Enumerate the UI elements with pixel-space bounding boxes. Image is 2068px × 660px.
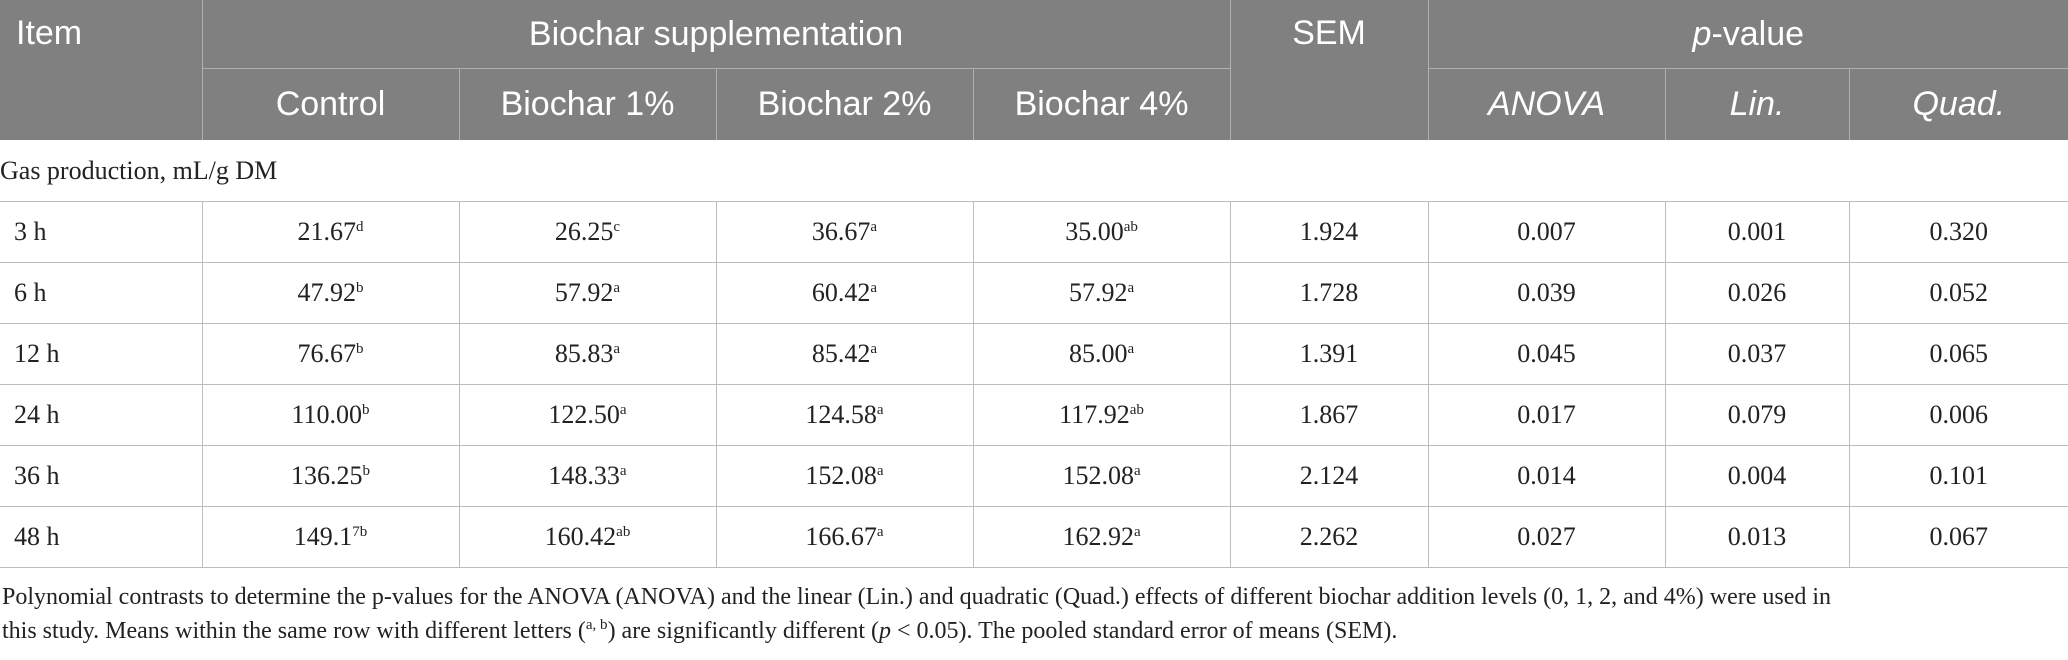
- cell-quad: [1849, 507, 2068, 568]
- cell-biochar-2: [716, 324, 973, 385]
- row-label-value: 48 h: [14, 522, 60, 551]
- cell-lin-value: 0.037: [1727, 339, 1787, 368]
- cell-biochar-1-value: 85.83: [554, 339, 614, 368]
- cell-biochar-4: [973, 202, 1230, 263]
- cell-biochar-2: [716, 263, 973, 324]
- row-label-value: 3 h: [14, 217, 47, 246]
- table-row: [0, 202, 2068, 263]
- table-row: [0, 324, 2068, 385]
- cell-biochar-1: [459, 507, 716, 568]
- cell-anova: [1428, 202, 1665, 263]
- cell-control: [202, 446, 459, 507]
- cell-control-value: 136.25: [291, 461, 363, 490]
- cell-sem-value: 1.924: [1299, 217, 1359, 246]
- cell-sem: [1230, 385, 1428, 446]
- cell-lin: [1665, 202, 1849, 263]
- cell-anova-value: 0.039: [1517, 278, 1576, 307]
- cell-control: [202, 324, 459, 385]
- cell-biochar-2-letters: a: [870, 341, 878, 357]
- cell-biochar-2: [716, 202, 973, 263]
- row-label: [0, 507, 202, 568]
- header-row-sub: [0, 69, 2068, 141]
- cell-sem-value: 1.391: [1299, 339, 1359, 368]
- footnote-line-1: Polynomial contrasts to determine the p-values for the ANOVA (ANOVA) and the linear (Lin.) and quadratic (Quad.) effects of different biochar addition levels (0, 1, 2, and 4%) were used in: [2, 584, 1832, 610]
- table-footnote: [2, 580, 2062, 648]
- cell-biochar-1-letters: a: [613, 280, 621, 296]
- cell-biochar-2-letters: a: [876, 524, 884, 540]
- cell-control-letters: b: [362, 402, 370, 418]
- cell-biochar-4-value: 117.92: [1059, 400, 1130, 429]
- cell-control-value: 110.00: [291, 400, 363, 429]
- cell-biochar-2-letters: a: [870, 219, 878, 235]
- cell-biochar-1: [459, 324, 716, 385]
- cell-anova: [1428, 263, 1665, 324]
- footnote-sup: a, b: [585, 617, 608, 633]
- cell-biochar-4-value: 152.08: [1062, 461, 1134, 490]
- cell-quad-value: 0.101: [1929, 461, 1989, 490]
- cell-anova: [1428, 507, 1665, 568]
- col-header-lin: Lin.: [1665, 69, 1849, 141]
- cell-biochar-4: [973, 385, 1230, 446]
- cell-biochar-4-letters: a: [1127, 341, 1135, 357]
- row-label-value: 36 h: [14, 461, 60, 490]
- row-label: [0, 202, 202, 263]
- sem-header: SEM: [1230, 0, 1428, 140]
- cell-quad: [1849, 385, 2068, 446]
- cell-anova: [1428, 385, 1665, 446]
- cell-biochar-1-letters: a: [619, 402, 627, 418]
- cell-biochar-1-letters: a: [619, 463, 627, 479]
- cell-control-letters: d: [356, 219, 364, 235]
- cell-biochar-2: [716, 385, 973, 446]
- cell-anova-value: 0.017: [1517, 400, 1576, 429]
- cell-biochar-4-letters: a: [1133, 463, 1141, 479]
- cell-lin-value: 0.026: [1727, 278, 1787, 307]
- cell-biochar-2: [716, 507, 973, 568]
- cell-lin-value: 0.013: [1727, 522, 1787, 551]
- cell-biochar-4: [973, 446, 1230, 507]
- cell-biochar-1: [459, 263, 716, 324]
- cell-biochar-2-value: 36.67: [811, 217, 871, 246]
- cell-biochar-4-value: 162.92: [1062, 522, 1134, 551]
- cell-quad: [1849, 202, 2068, 263]
- cell-lin-value: 0.001: [1727, 217, 1787, 246]
- cell-anova: [1428, 324, 1665, 385]
- section-label: Gas production, mL/g DM: [0, 140, 2068, 202]
- biochar-group-header: Biochar supplementation: [202, 0, 1230, 69]
- table-row: [0, 385, 2068, 446]
- cell-biochar-2-letters: a: [876, 402, 884, 418]
- cell-anova-value: 0.014: [1517, 461, 1576, 490]
- row-label: [0, 385, 202, 446]
- cell-biochar-1-value: 122.50: [548, 400, 620, 429]
- table-row: [0, 446, 2068, 507]
- cell-anova-value: 0.045: [1517, 339, 1576, 368]
- cell-biochar-2-value: 124.58: [805, 400, 877, 429]
- cell-quad: [1849, 324, 2068, 385]
- cell-control-letters: b: [362, 463, 370, 479]
- col-header-quad: Quad.: [1849, 69, 2068, 141]
- cell-anova-value: 0.007: [1517, 217, 1576, 246]
- footnote-text-b: ) are significantly different (: [607, 618, 880, 644]
- cell-sem: [1230, 324, 1428, 385]
- cell-lin-value: 0.004: [1727, 461, 1787, 490]
- cell-biochar-2-value: 85.42: [811, 339, 871, 368]
- cell-lin: [1665, 446, 1849, 507]
- cell-biochar-4-letters: a: [1133, 524, 1141, 540]
- cell-biochar-1-value: 57.92: [554, 278, 614, 307]
- cell-biochar-1-value: 160.42: [544, 522, 617, 551]
- col-header-control: Control: [202, 69, 459, 141]
- col-header-biochar-2: Biochar 2%: [716, 69, 973, 141]
- cell-lin: [1665, 263, 1849, 324]
- cell-biochar-4-letters: a: [1127, 280, 1135, 296]
- table-row: [0, 507, 2068, 568]
- row-label-value: 6 h: [14, 278, 47, 307]
- row-label-value: 12 h: [14, 339, 60, 368]
- cell-control-value: 47.92: [297, 278, 356, 307]
- table-row: [0, 263, 2068, 324]
- cell-quad-value: 0.067: [1929, 522, 1989, 551]
- cell-control-letters: b: [356, 280, 364, 296]
- cell-biochar-2-value: 152.08: [805, 461, 877, 490]
- cell-lin-value: 0.079: [1727, 400, 1787, 429]
- cell-quad-value: 0.065: [1929, 339, 1989, 368]
- cell-biochar-1-letters: c: [613, 219, 621, 235]
- cell-biochar-2-letters: a: [870, 280, 878, 296]
- cell-quad-value: 0.320: [1929, 217, 1989, 246]
- cell-sem-value: 1.867: [1299, 400, 1359, 429]
- cell-sem: [1230, 446, 1428, 507]
- row-label: [0, 446, 202, 507]
- footnote-text-a: this study. Means within the same row with different letters (: [2, 618, 586, 644]
- footnote-text-c: < 0.05). The pooled standard error of means (SEM).: [891, 618, 1398, 644]
- col-header-anova: ANOVA: [1428, 69, 1665, 141]
- cell-biochar-2-letters: a: [876, 463, 884, 479]
- cell-control: [202, 202, 459, 263]
- row-label: [0, 324, 202, 385]
- col-header-biochar-4: Biochar 4%: [973, 69, 1230, 141]
- header-row-top: [0, 0, 2068, 69]
- col-header-biochar-1: Biochar 1%: [459, 69, 716, 141]
- section-row: [0, 140, 2068, 202]
- cell-quad-value: 0.006: [1929, 400, 1989, 429]
- cell-biochar-4: [973, 324, 1230, 385]
- cell-biochar-2-value: 60.42: [811, 278, 871, 307]
- row-label: [0, 263, 202, 324]
- cell-sem: [1230, 202, 1428, 263]
- footnote-line-2: [2, 614, 2062, 648]
- cell-quad-value: 0.052: [1929, 278, 1989, 307]
- cell-control-value: 76.67: [297, 339, 356, 368]
- cell-lin: [1665, 324, 1849, 385]
- cell-sem: [1230, 263, 1428, 324]
- cell-quad: [1849, 446, 2068, 507]
- cell-biochar-1: [459, 446, 716, 507]
- item-header: Item: [16, 14, 83, 52]
- cell-biochar-1-letters: ab: [616, 524, 631, 540]
- cell-control: [202, 385, 459, 446]
- row-label-value: 24 h: [14, 400, 60, 429]
- cell-biochar-4-letters: ab: [1123, 219, 1138, 235]
- cell-biochar-1: [459, 202, 716, 263]
- cell-anova: [1428, 446, 1665, 507]
- pvalue-group-header: [1428, 0, 2068, 69]
- cell-sem-value: 2.124: [1299, 461, 1359, 490]
- cell-control: [202, 263, 459, 324]
- cell-control-letters: 7b: [352, 524, 368, 540]
- cell-biochar-1-value: 26.25: [554, 217, 614, 246]
- cell-control: [202, 507, 459, 568]
- cell-quad: [1849, 263, 2068, 324]
- pvalue-p: p: [1692, 14, 1712, 53]
- cell-sem: [1230, 507, 1428, 568]
- pvalue-rest: -value: [1711, 14, 1805, 53]
- cell-biochar-1: [459, 385, 716, 446]
- footnote-p: p: [879, 618, 892, 644]
- cell-lin: [1665, 507, 1849, 568]
- cell-control-value: 149.1: [293, 522, 353, 551]
- cell-biochar-1-letters: a: [613, 341, 621, 357]
- cell-biochar-4-letters: ab: [1129, 402, 1144, 418]
- cell-biochar-2-value: 166.67: [805, 522, 877, 551]
- cell-sem-value: 2.262: [1299, 522, 1359, 551]
- cell-biochar-4: [973, 263, 1230, 324]
- cell-sem-value: 1.728: [1299, 278, 1359, 307]
- cell-lin: [1665, 385, 1849, 446]
- cell-biochar-4-value: 35.00: [1065, 217, 1124, 246]
- cell-control-letters: b: [356, 341, 364, 357]
- cell-anova-value: 0.027: [1517, 522, 1576, 551]
- cell-control-value: 21.67: [297, 217, 356, 246]
- cell-biochar-4-value: 85.00: [1068, 339, 1128, 368]
- cell-biochar-4-value: 57.92: [1068, 278, 1128, 307]
- cell-biochar-4: [973, 507, 1230, 568]
- cell-biochar-2: [716, 446, 973, 507]
- table-body: [0, 202, 2068, 568]
- cell-biochar-1-value: 148.33: [548, 461, 620, 490]
